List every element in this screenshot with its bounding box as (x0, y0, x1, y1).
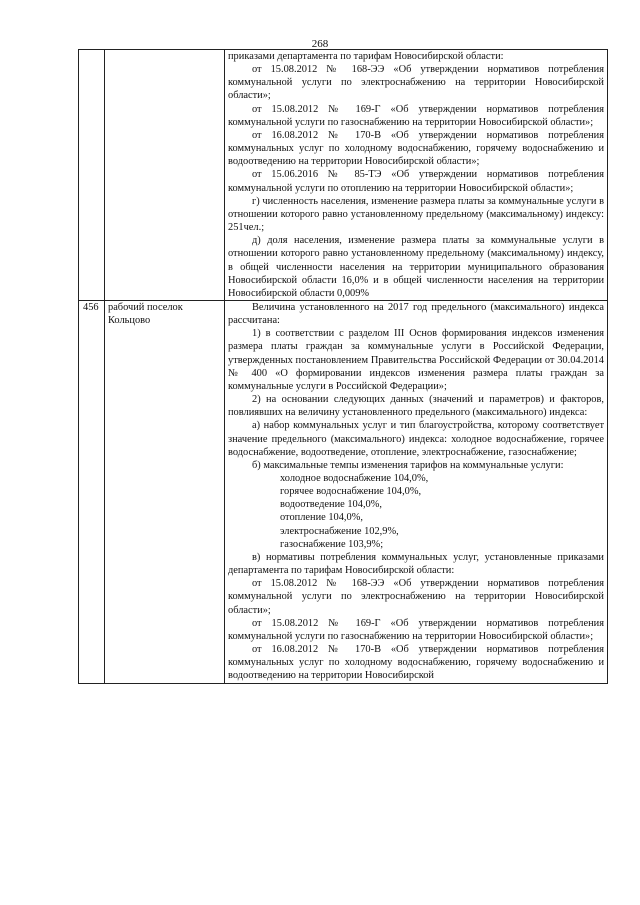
tariff-rate: газоснабжение 103,9%; (280, 538, 384, 550)
paragraph: от 15.06.2016 № 85-ТЭ «Об утверждении нормативов потребления коммунальной услуги по отоплению на территории Новосибирской области»; (228, 169, 604, 194)
tariff-rate: отопление 104,0%, (280, 512, 363, 524)
tariff-rate: холодное водоснабжение 104,0%, (280, 473, 429, 484)
tariff-rate: электроснабжение 102,9%, (280, 525, 399, 537)
municipality-name-cell (105, 50, 225, 301)
paragraph: от 16.08.2012 № 170-В «Об утверждении нормативов потребления коммунальных услуг по холодному водоснабжению, горячему водоснабжению и водоотведению на территории Новосибирской области»; (228, 129, 604, 168)
table-row (79, 300, 608, 683)
page-number: 268 (311, 38, 329, 50)
description-cell (225, 50, 608, 301)
document-table (78, 49, 608, 684)
paragraph: в) нормативы потребления коммунальных услуг, установленные приказами департамента по тарифам Новосибирской области: (228, 551, 604, 577)
paragraph: от 15.08.2012 № 169-Г «Об утверждении нормативов потребления коммунальной услуги по газоснабжению на территории Новосибирской области»; (228, 103, 604, 128)
paragraph: от 16.08.2012 № 170-В «Об утверждении нормативов потребления коммунальных услуг по холодному водоснабжению, горячему водоснабжению и водоотведению на территории Новосибирской (228, 644, 604, 682)
paragraph: 1) в соответствии с разделом III Основ формирования индексов изменения размера платы граждан за коммунальные услуги в Российской Федерации, утвержденных постановлением Правительства Российской Федерации от 30.04.2014 № 400 «О формировании индексов изменения размера платы граждан за коммунальные услуги в Российской Федерации»; (228, 328, 604, 392)
paragraph: от 15.08.2012 № 168-ЭЭ «Об утверждении нормативов потребления коммунальной услуги по электроснабжению на территории Новосибирской области»; (228, 578, 604, 616)
tariff-rate: горячее водоснабжение 104,0%, (280, 486, 422, 498)
paragraph: б) максимальные темпы изменения тарифов на коммунальные услуги: (252, 459, 564, 471)
paragraph: а) набор коммунальных услуг и тип благоустройства, которому соответствует значение предельного (максимального) индекса: холодное водоснабжение, горячее водоснабжение, водоотведение, отопление, электроснабжение, газоснабжение; (228, 420, 604, 458)
paragraph: 2) на основании следующих данных (значений и параметров) и факторов, повлиявших на величину установленного предельного (максимального) индекса: (228, 394, 604, 419)
description-cell (225, 300, 608, 683)
paragraph: приказами департамента по тарифам Новосибирской области: (228, 51, 504, 62)
row-number-cell: 456 (79, 300, 105, 683)
row-number-cell (79, 50, 105, 301)
paragraph: от 15.08.2012 № 168-ЭЭ «Об утверждении нормативов потребления коммунальной услуги по электроснабжению на территории Новосибирской области»; (228, 64, 604, 102)
paragraph: Величина установленного на 2017 год предельного (максимального) индекса рассчитана: (228, 301, 604, 327)
municipality-name-cell: рабочий поселок Кольцово (105, 300, 225, 683)
paragraph: д) доля населения, изменение размера платы за коммунальные услуги в отношении которого равно установленному предельному (максимальному) индексу, в общей численности населения на территории муниципального образования Новосибирской области 16,0% и в общей численности населения на территории Новосибирской области 0,009% (228, 235, 604, 299)
table-row (79, 50, 608, 301)
paragraph: от 15.08.2012 № 169-Г «Об утверждении нормативов потребления коммунальной услуги по газоснабжению на территории Новосибирской области»; (228, 617, 604, 642)
paragraph: г) численность населения, изменение размера платы за коммунальные услуги в отношении которого равно установленному предельному (максимальному) индексу: 251чел.; (228, 195, 604, 234)
tariff-rate: водоотведение 104,0%, (280, 499, 382, 511)
